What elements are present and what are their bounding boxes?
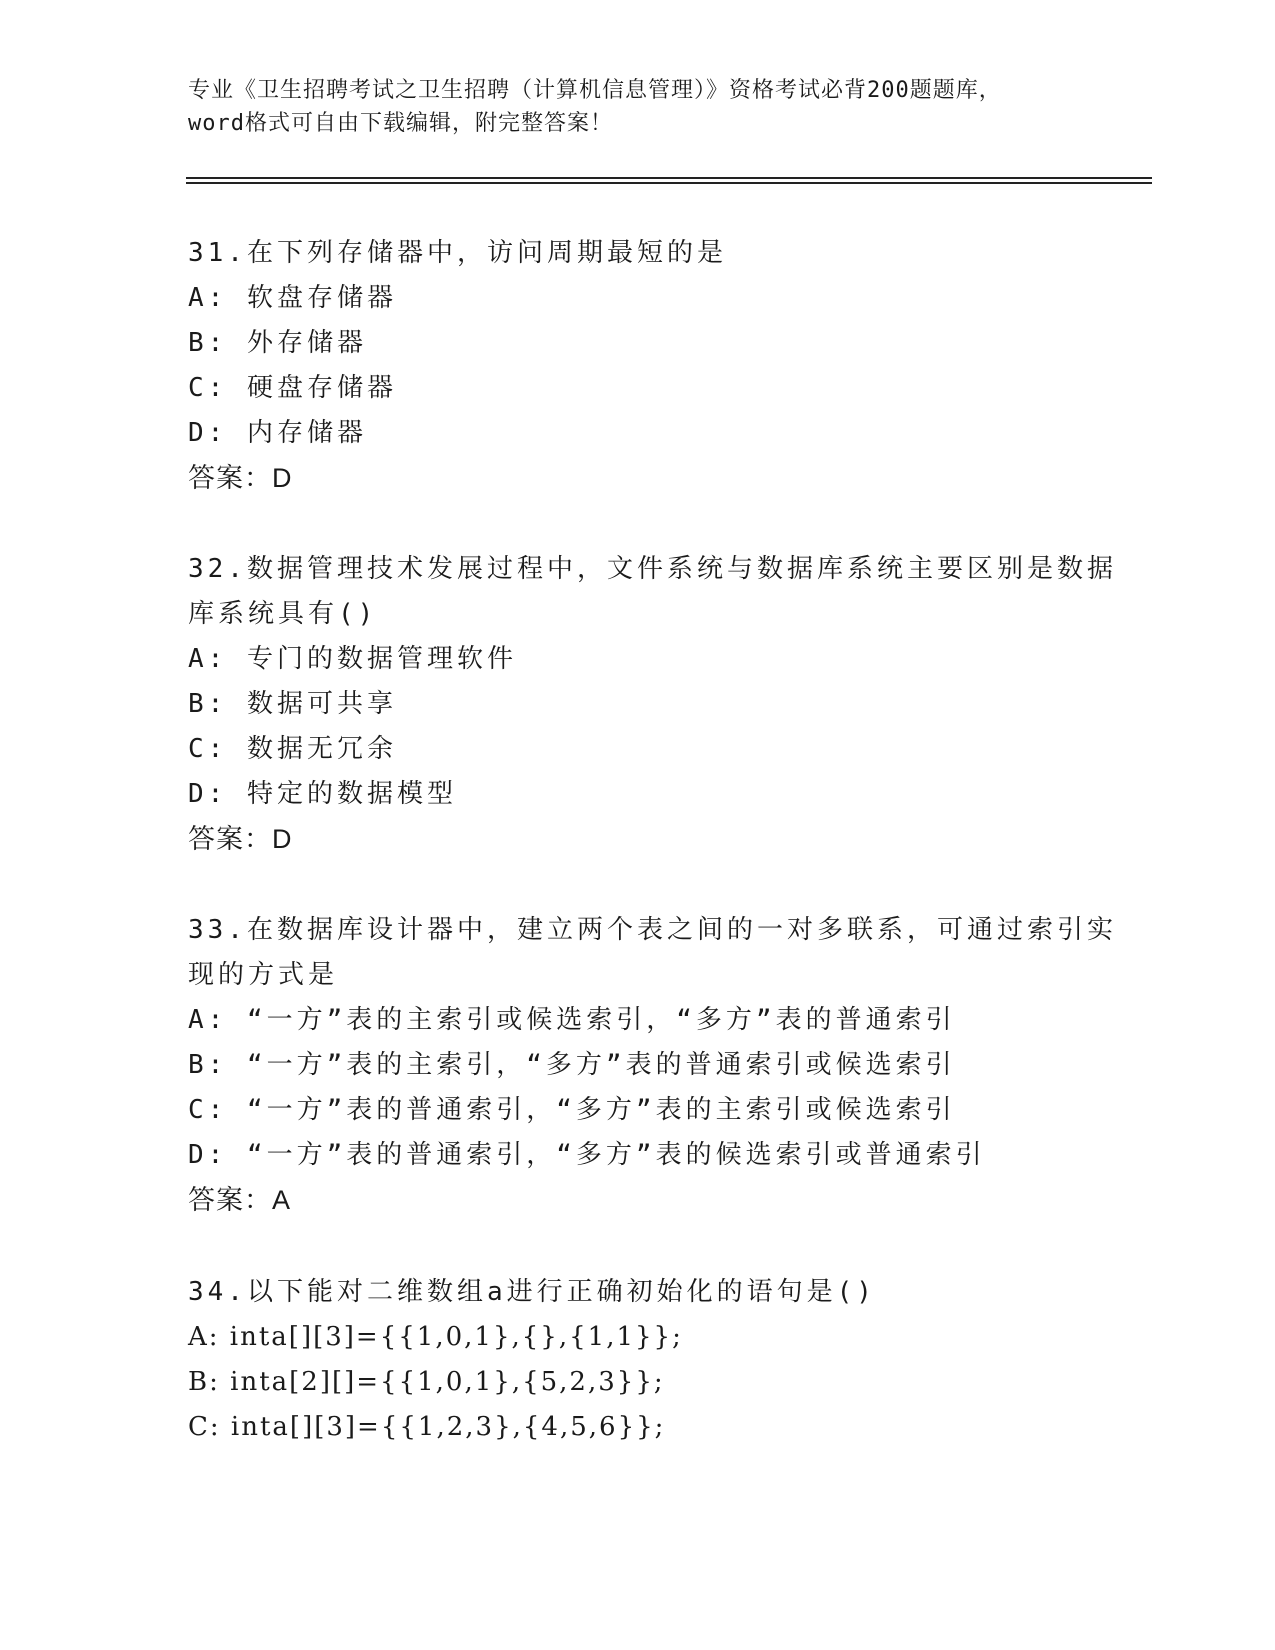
question-stem-line-1: 32.数据管理技术发展过程中，文件系统与数据库系统主要区别是数据 [188, 554, 1117, 584]
option-d: D: “一方”表的普通索引，“多方”表的候选索引或普通索引 [188, 1140, 986, 1170]
question-stem: 34.以下能对二维数组a进行正确初始化的语句是() [188, 1277, 876, 1307]
question-32 [188, 547, 1117, 862]
option-b: B: 数据可共享 [188, 689, 397, 719]
answer-text: 答案：A [188, 1185, 292, 1215]
question-33 [188, 908, 1117, 1223]
option-a: A: 软盘存储器 [188, 283, 397, 313]
option-c: C: “一方”表的普通索引，“多方”表的主索引或候选索引 [188, 1095, 956, 1125]
header-divider-bottom [186, 182, 1152, 184]
question-stem: 31.在下列存储器中，访问周期最短的是 [188, 238, 727, 268]
option-c: C: inta[][3]={{1,2,3},{4,5,6}}; [188, 1412, 666, 1442]
option-a: A: “一方”表的主索引或候选索引，“多方”表的普通索引 [188, 1005, 956, 1035]
option-d: D: 特定的数据模型 [188, 779, 457, 809]
question-stem-line-1: 33.在数据库设计器中，建立两个表之间的一对多联系，可通过索引实 [188, 915, 1117, 945]
option-a: A: inta[][3]={{1,0,1},{},{1,1}}; [188, 1322, 683, 1352]
option-c: C: 数据无冗余 [188, 734, 397, 764]
header-line-1: 专业《卫生招聘考试之卫生招聘（计算机信息管理）》资格考试必背200题题库， [188, 78, 1002, 103]
header-line-2: word格式可自由下载编辑，附完整答案！ [188, 111, 613, 136]
question-31 [188, 231, 1088, 501]
answer-text: 答案：D [188, 463, 293, 493]
question-34 [188, 1270, 1088, 1450]
option-b: B: 外存储器 [188, 328, 367, 358]
option-a: A: 专门的数据管理软件 [188, 644, 517, 674]
question-stem-line-2: 现的方式是 [188, 960, 339, 990]
question-stem-line-2: 库系统具有() [188, 599, 378, 629]
document-header [188, 74, 1088, 140]
option-b: B: “一方”表的主索引，“多方”表的普通索引或候选索引 [188, 1050, 956, 1080]
option-c: C: 硬盘存储器 [188, 373, 397, 403]
option-d: D: 内存储器 [188, 418, 367, 448]
option-b: B: inta[2][]={{1,0,1},{5,2,3}}; [188, 1367, 665, 1397]
header-divider-top [186, 177, 1152, 179]
answer-text: 答案：D [188, 824, 293, 854]
